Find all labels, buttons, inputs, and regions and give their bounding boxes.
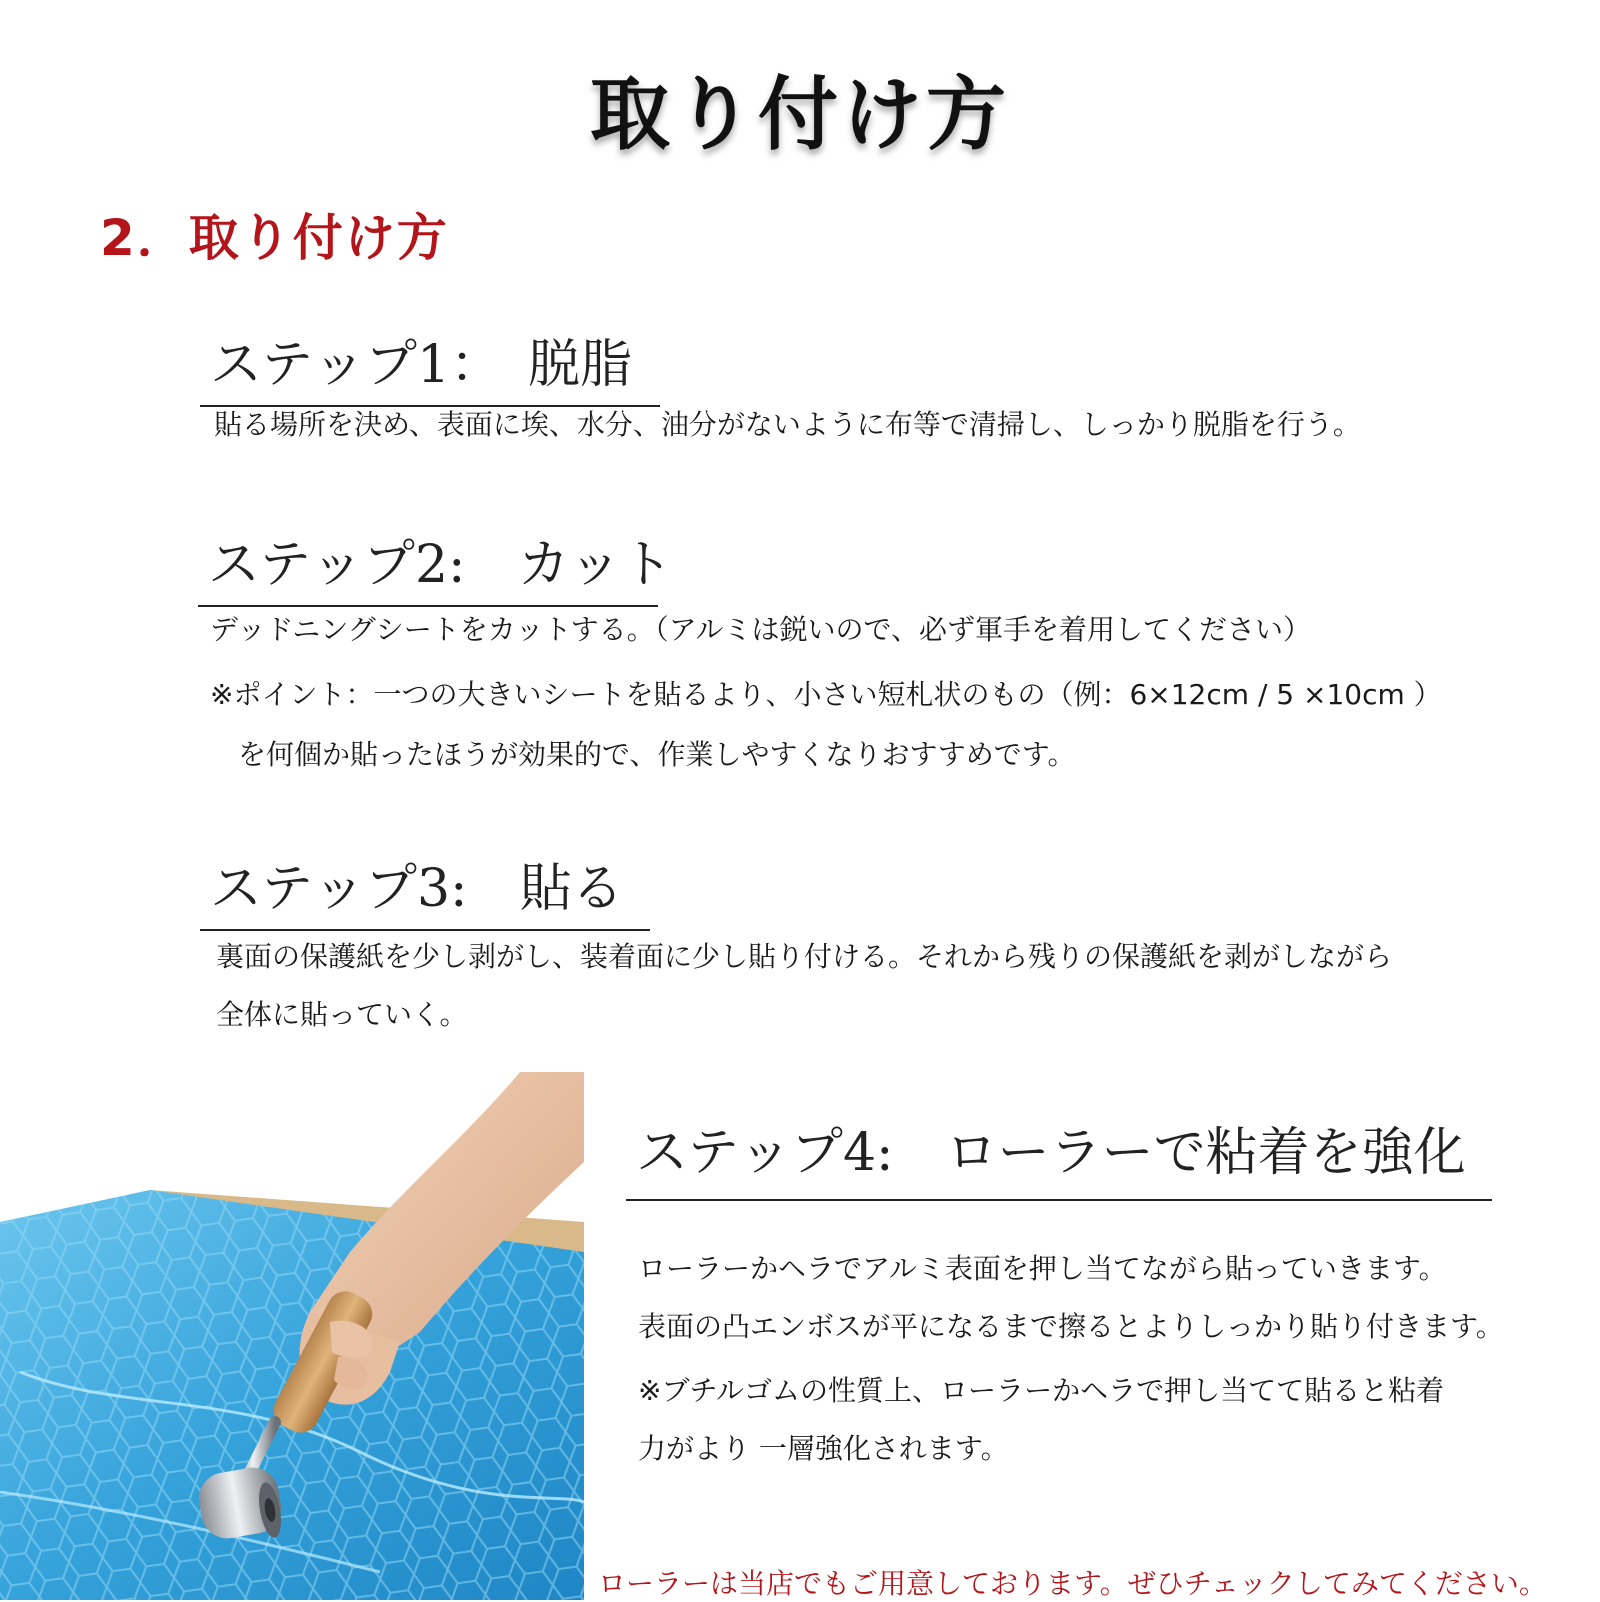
step2-line-2: ※ポイント：一つの大きいシートを貼るより、小さい短札状のもの（例：6×12cm / 5 ×10cm ） [210, 678, 1442, 711]
step4-line-4: 力がより 一層強化されます。 [638, 1432, 1009, 1465]
step1-title: ステップ1： 脱脂 [200, 322, 660, 407]
step3-title: ステップ3: 貼る [200, 846, 650, 931]
step2-line-3: を何個か貼ったほうが効果的で、作業しやすくなりおすすめです。 [210, 738, 1076, 771]
step4-line-3: ※ブチルゴムの性質上、ローラーかヘラで押し当てて貼ると粘着 [638, 1374, 1445, 1407]
page-title: 取り付け方 [590, 68, 1010, 161]
step4-line-1: ローラーかヘラでアルミ表面を押し当てながら貼っていきます。 [638, 1252, 1447, 1285]
step3-line-1: 裏面の保護紙を少し剥がし、装着面に少し貼り付ける。それから残りの保護紙を剥がしながら [216, 940, 1393, 973]
step4-title: ステップ4: ローラーで粘着を強化 [626, 1110, 1492, 1201]
footer-note: ローラーは当店でもご用意しております。ぜひチェックしてみてください。 [598, 1567, 1547, 1600]
section-heading: 2．取り付け方 [100, 209, 449, 267]
step2-line-1: デッドニングシートをカットする。（アルミは鋭いので、必ず軍手を着用してください） [210, 613, 1311, 646]
step4-line-2: 表面の凸エンボスが平になるまで擦るとよりしっかり貼り付きます。 [638, 1310, 1504, 1343]
step2-title: ステップ2: カット [198, 522, 658, 607]
step3-line-2: 全体に貼っていく。 [216, 998, 468, 1031]
roller-photo [0, 1072, 584, 1600]
step1-line-1: 貼る場所を決め、表面に埃、水分、油分がないように布等で清掃し、しっかり脱脂を行う。 [214, 408, 1361, 441]
roller-on-blue-sheet-image [0, 1072, 584, 1600]
